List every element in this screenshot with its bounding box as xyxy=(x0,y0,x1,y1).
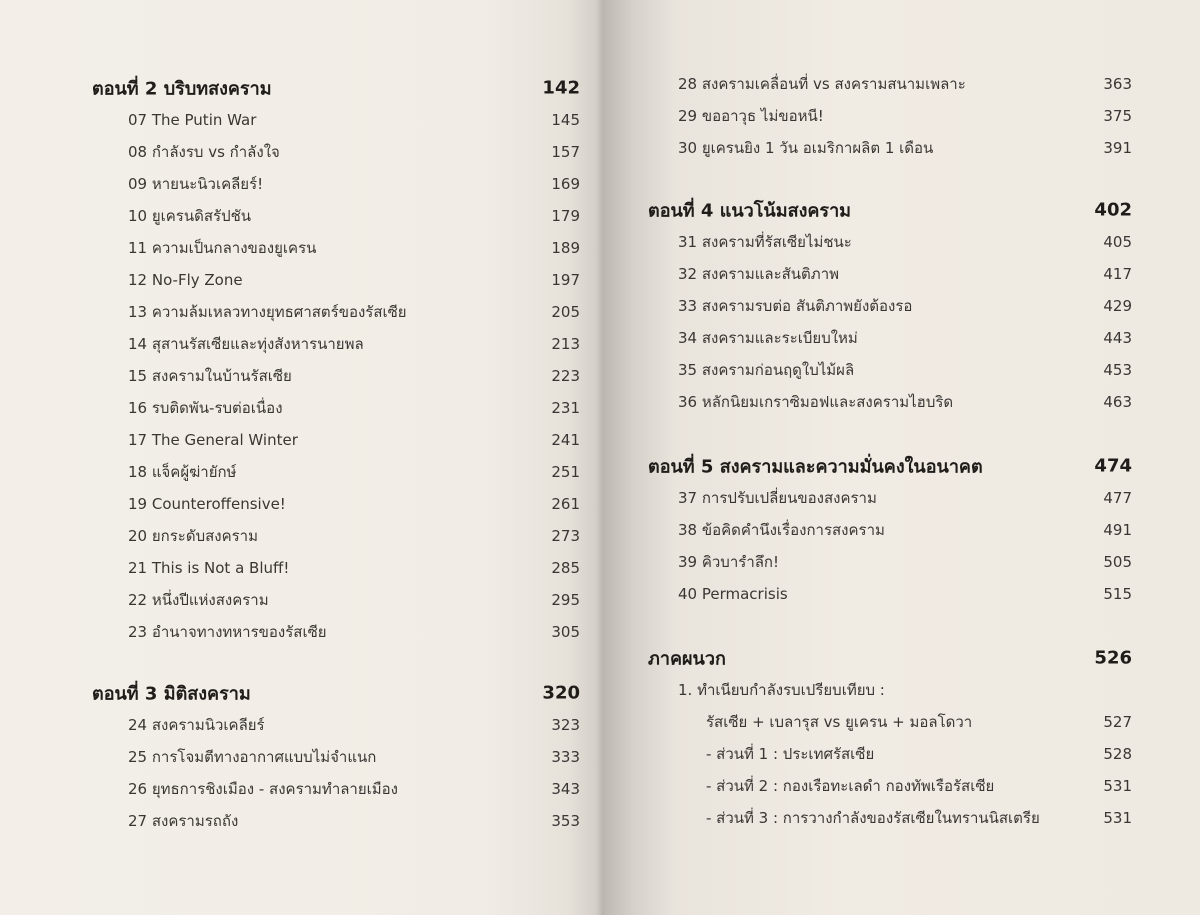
toc-row xyxy=(0,296,604,328)
toc-row xyxy=(604,258,1200,290)
appendix-part-title: - ส่วนที่ 1 : ประเทศรัสเซีย xyxy=(706,745,875,763)
chapter-title: 38 ข้อคิดคำนึงเรื่องการสงคราม xyxy=(678,521,885,539)
appendix-section xyxy=(604,642,1200,834)
toc-row xyxy=(604,706,1200,738)
chapter-page: 295 xyxy=(551,591,580,609)
toc-row xyxy=(604,132,1200,164)
chapter-page: 189 xyxy=(551,239,580,257)
appendix-heading xyxy=(604,642,1200,674)
chapter-title: 34 สงครามและระเบียบใหม่ xyxy=(678,329,858,347)
chapter-page: 463 xyxy=(1103,393,1132,411)
part4-section xyxy=(604,194,1200,418)
toc-row xyxy=(604,770,1200,802)
chapter-page: 213 xyxy=(551,335,580,353)
part4-heading xyxy=(604,194,1200,226)
chapter-page: 333 xyxy=(551,748,580,766)
part-title: ตอนที่ 3 มิติสงคราม xyxy=(92,683,251,705)
chapter-title: 09 หายนะนิวเคลียร์! xyxy=(128,175,264,193)
toc-row xyxy=(604,100,1200,132)
chapter-page: 205 xyxy=(551,303,580,321)
chapter-title: 40 Permacrisis xyxy=(678,585,788,603)
chapter-page: 515 xyxy=(1103,585,1132,603)
toc-row xyxy=(0,424,604,456)
part2-heading xyxy=(0,72,604,104)
toc-row xyxy=(0,456,604,488)
chapter-title: 18 แจ็คผู้ฆ่ายักษ์ xyxy=(128,463,237,481)
chapter-title: 13 ความล้มเหลวทางยุทธศาสตร์ของรัสเซีย xyxy=(128,303,407,321)
appendix-item-subtitle: รัสเซีย + เบลารุส vs ยูเครน + มอลโดวา xyxy=(706,713,973,731)
chapter-page: 261 xyxy=(551,495,580,513)
toc-row xyxy=(604,386,1200,418)
chapter-page: 505 xyxy=(1103,553,1132,571)
chapter-page: 179 xyxy=(551,207,580,225)
chapter-title: 15 สงครามในบ้านรัสเซีย xyxy=(128,367,292,385)
chapter-page: 453 xyxy=(1103,361,1132,379)
chapter-page: 353 xyxy=(551,812,580,830)
chapter-title: 19 Counteroffensive! xyxy=(128,495,286,513)
toc-row xyxy=(0,805,604,837)
toc-row xyxy=(604,546,1200,578)
toc-row xyxy=(0,168,604,200)
chapter-page: 527 xyxy=(1103,713,1132,731)
chapter-title: 35 สงครามก่อนฤดูใบไม้ผลิ xyxy=(678,361,855,379)
part5-section xyxy=(604,450,1200,610)
chapter-page: 169 xyxy=(551,175,580,193)
toc-row xyxy=(0,616,604,648)
toc-row xyxy=(604,482,1200,514)
toc-row xyxy=(0,264,604,296)
chapter-title: 12 No-Fly Zone xyxy=(128,271,243,289)
chapter-title: 27 สงครามรถถัง xyxy=(128,812,239,830)
chapter-page: 528 xyxy=(1103,745,1132,763)
toc-row xyxy=(0,520,604,552)
chapter-title: 11 ความเป็นกลางของยูเครน xyxy=(128,239,317,257)
chapter-title: 10 ยูเครนดิสรัปชัน xyxy=(128,207,252,225)
toc-row xyxy=(604,322,1200,354)
chapter-page: 305 xyxy=(551,623,580,641)
toc-row xyxy=(604,226,1200,258)
chapter-title: 20 ยกระดับสงคราม xyxy=(128,527,258,545)
part3-heading xyxy=(0,677,604,709)
part-page-number: 402 xyxy=(1094,199,1132,221)
chapter-page: 343 xyxy=(551,780,580,798)
toc-row xyxy=(0,773,604,805)
chapter-title: 26 ยุทธการชิงเมือง - สงครามทำลายเมือง xyxy=(128,780,398,798)
chapter-page: 391 xyxy=(1103,139,1132,157)
part5-heading xyxy=(604,450,1200,482)
chapter-page: 323 xyxy=(551,716,580,734)
part-page-number: 474 xyxy=(1094,455,1132,477)
toc-row xyxy=(604,738,1200,770)
chapter-page: 491 xyxy=(1103,521,1132,539)
chapter-page: 223 xyxy=(551,367,580,385)
part-page-number: 320 xyxy=(542,682,580,704)
appendix-part-title: - ส่วนที่ 3 : การวางกำลังของรัสเซียในทรานนิสเตรีย xyxy=(706,809,1040,827)
toc-row xyxy=(0,136,604,168)
chapter-page: 531 xyxy=(1103,809,1132,827)
toc-row xyxy=(604,290,1200,322)
chapter-title: 29 ขออาวุธ ไม่ขอหนี! xyxy=(678,107,824,125)
chapter-page: 157 xyxy=(551,143,580,161)
part3-section xyxy=(0,677,604,837)
chapter-page: 285 xyxy=(551,559,580,577)
chapter-page: 429 xyxy=(1103,297,1132,315)
part-title: ตอนที่ 2 บริบทสงคราม xyxy=(92,78,272,100)
toc-row xyxy=(604,514,1200,546)
chapter-title: 17 The General Winter xyxy=(128,431,298,449)
toc-row xyxy=(0,552,604,584)
chapter-title: 28 สงครามเคลื่อนที่ vs สงครามสนามเพลาะ xyxy=(678,75,966,93)
toc-row xyxy=(604,354,1200,386)
toc-row xyxy=(0,232,604,264)
chapter-page: 477 xyxy=(1103,489,1132,507)
chapter-page: 231 xyxy=(551,399,580,417)
toc-row xyxy=(604,674,1200,706)
part3-continued-section xyxy=(604,68,1200,164)
right-page xyxy=(604,0,1200,915)
appendix-item-title: 1. ทำเนียบกำลังรบเปรียบเทียบ : xyxy=(678,681,885,699)
chapter-title: 07 The Putin War xyxy=(128,111,257,129)
chapter-title: 25 การโจมตีทางอากาศแบบไม่จำแนก xyxy=(128,748,377,766)
toc-row xyxy=(0,488,604,520)
part2-section xyxy=(0,72,604,648)
chapter-title: 08 กำลังรบ vs กำลังใจ xyxy=(128,143,280,161)
part-title: ตอนที่ 5 สงครามและความมั่นคงในอนาคต xyxy=(648,456,983,478)
chapter-title: 14 สุสานรัสเซียและทุ่งสังหารนายพล xyxy=(128,335,364,353)
part-title: ตอนที่ 4 แนวโน้มสงคราม xyxy=(648,200,852,222)
chapter-title: 23 อำนาจทางทหารของรัสเซีย xyxy=(128,623,327,641)
chapter-page: 251 xyxy=(551,463,580,481)
toc-row xyxy=(0,200,604,232)
appendix-title: ภาคผนวก xyxy=(648,648,726,670)
toc-row xyxy=(604,802,1200,834)
chapter-title: 32 สงครามและสันติภาพ xyxy=(678,265,840,283)
chapter-title: 31 สงครามที่รัสเซียไม่ชนะ xyxy=(678,233,852,251)
toc-row xyxy=(0,584,604,616)
chapter-page: 145 xyxy=(551,111,580,129)
toc-row xyxy=(0,360,604,392)
chapter-title: 30 ยูเครนยิง 1 วัน อเมริกาผลิต 1 เดือน xyxy=(678,139,934,157)
chapter-page: 417 xyxy=(1103,265,1132,283)
chapter-title: 21 This is Not a Bluff! xyxy=(128,559,290,577)
toc-row xyxy=(0,392,604,424)
appendix-page-number: 526 xyxy=(1094,647,1132,669)
toc-row xyxy=(604,578,1200,610)
chapter-page: 375 xyxy=(1103,107,1132,125)
chapter-title: 39 คิวบารำลึก! xyxy=(678,553,780,571)
toc-row xyxy=(604,68,1200,100)
toc-row xyxy=(0,709,604,741)
toc-row xyxy=(0,741,604,773)
toc-row xyxy=(0,104,604,136)
chapter-title: 22 หนึ่งปีแห่งสงคราม xyxy=(128,591,269,609)
chapter-page: 531 xyxy=(1103,777,1132,795)
chapter-page: 363 xyxy=(1103,75,1132,93)
part-page-number: 142 xyxy=(542,77,580,99)
chapter-title: 24 สงครามนิวเคลียร์ xyxy=(128,716,265,734)
chapter-title: 16 รบติดพัน-รบต่อเนื่อง xyxy=(128,399,283,417)
chapter-title: 33 สงครามรบต่อ สันติภาพยังต้องรอ xyxy=(678,297,913,315)
chapter-page: 443 xyxy=(1103,329,1132,347)
toc-row xyxy=(0,328,604,360)
chapter-page: 241 xyxy=(551,431,580,449)
chapter-title: 37 การปรับเปลี่ยนของสงคราม xyxy=(678,489,877,507)
chapter-title: 36 หลักนิยมเกราซิมอฟและสงครามไฮบริด xyxy=(678,393,954,411)
chapter-page: 197 xyxy=(551,271,580,289)
chapter-page: 273 xyxy=(551,527,580,545)
appendix-part-title: - ส่วนที่ 2 : กองเรือทะเลดำ กองทัพเรือรัสเซีย xyxy=(706,777,995,795)
chapter-page: 405 xyxy=(1103,233,1132,251)
